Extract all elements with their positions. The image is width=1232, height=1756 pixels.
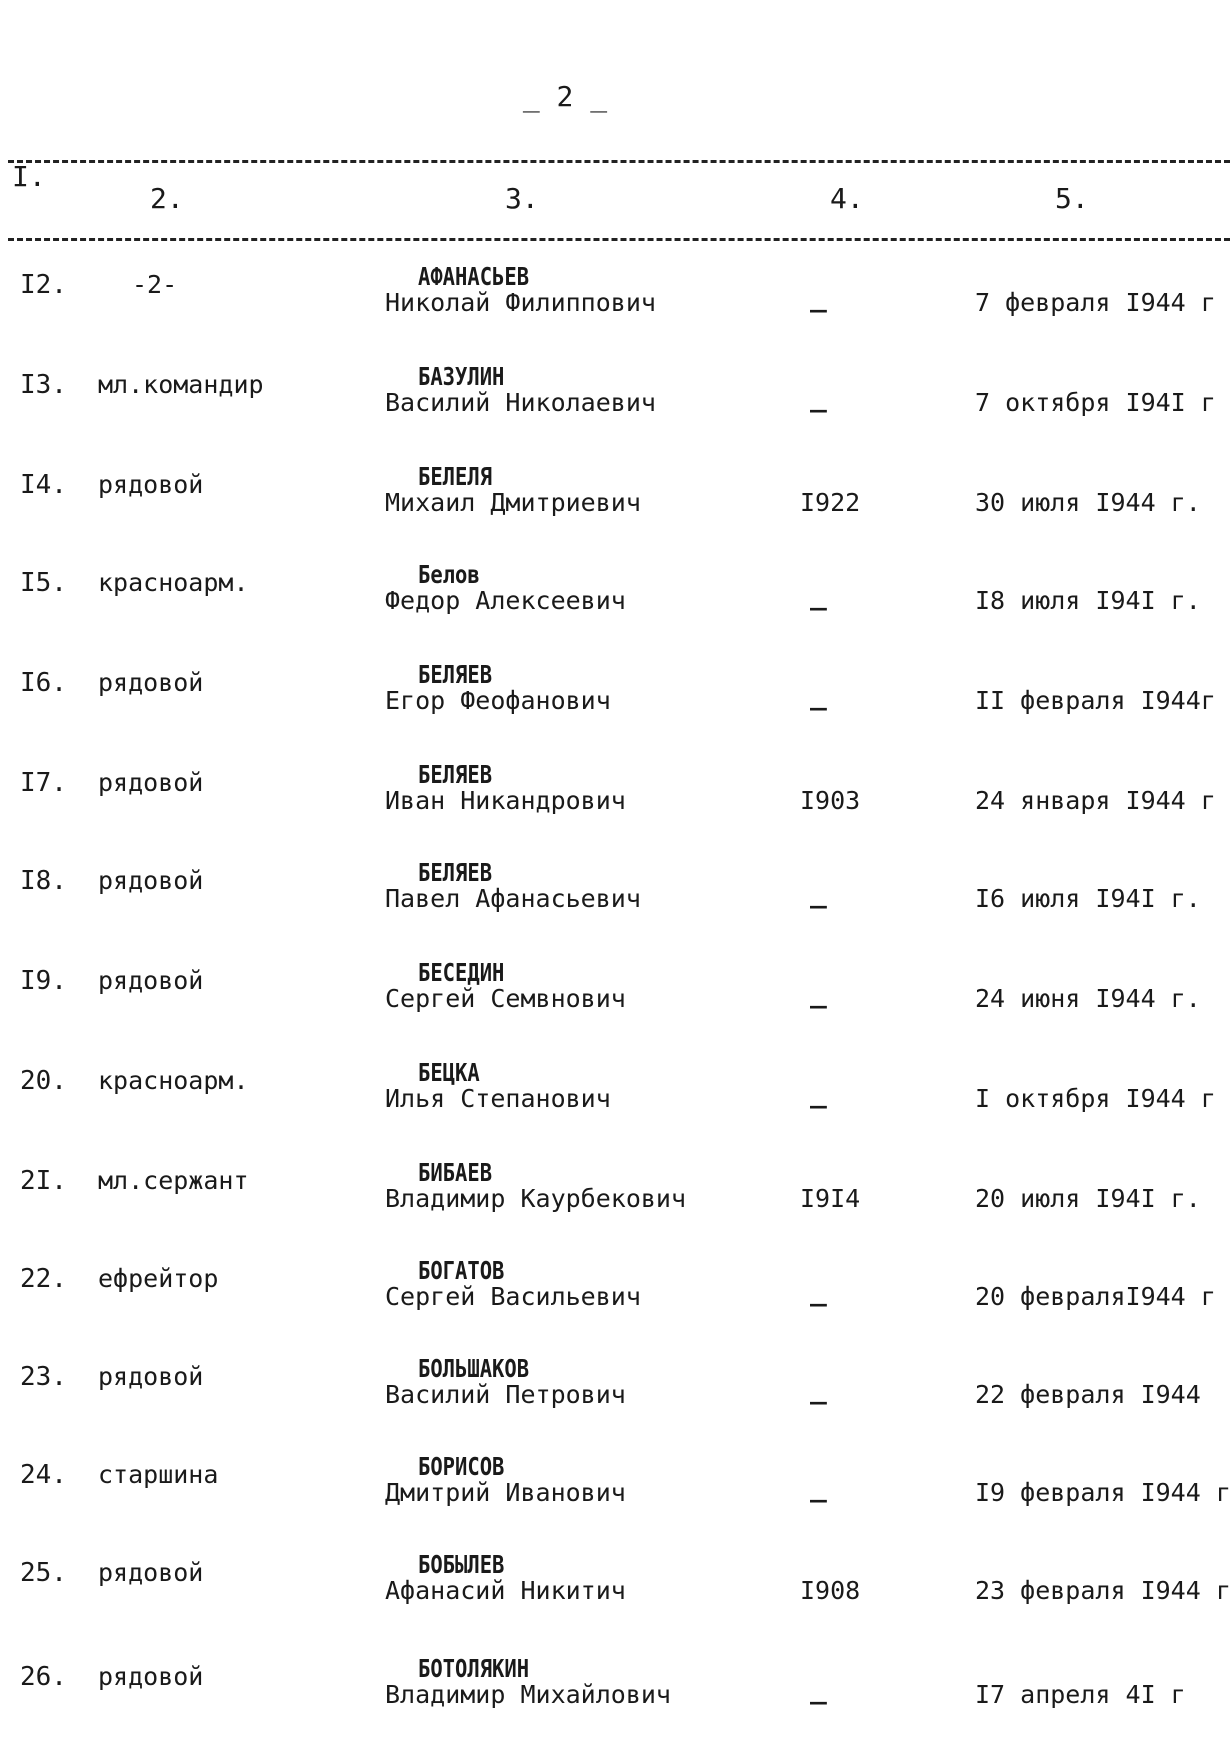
row-number: I3. bbox=[20, 370, 67, 400]
row-surname: БЕЛЯЕВ bbox=[418, 858, 493, 887]
row-date: 24 июня I944 г. bbox=[975, 984, 1201, 1013]
row-birth-year: _ bbox=[810, 876, 827, 909]
row-date: 20 июля I94I г. bbox=[975, 1184, 1201, 1213]
row-rank: рядовой bbox=[98, 668, 204, 697]
row-surname: БОРИСОВ bbox=[418, 1452, 505, 1481]
row-rank: рядовой bbox=[98, 470, 204, 499]
row-number: 20. bbox=[20, 1066, 67, 1096]
row-birth-year: I9I4 bbox=[800, 1184, 861, 1213]
table-row bbox=[0, 560, 1232, 650]
row-birth-year: _ bbox=[810, 380, 827, 413]
row-rank: рядовой bbox=[98, 1362, 204, 1391]
row-given-name: Владимир Каурбекович bbox=[385, 1184, 687, 1213]
row-surname: БОБЫЛЕВ bbox=[418, 1550, 505, 1579]
row-rank: мл.командир bbox=[98, 370, 264, 399]
table-row bbox=[0, 1654, 1232, 1744]
table-row bbox=[0, 1058, 1232, 1148]
header-col-1: I. bbox=[12, 160, 46, 193]
row-given-name: Василий Николаевич bbox=[385, 388, 656, 417]
row-given-name: Владимир Михайлович bbox=[385, 1680, 671, 1709]
row-number: 26. bbox=[20, 1662, 67, 1692]
row-surname: БИБАЕВ bbox=[418, 1158, 493, 1187]
table-row bbox=[0, 362, 1232, 452]
row-date: 23 февраля I944 г bbox=[975, 1576, 1231, 1605]
page-number: _ 2 _ bbox=[522, 80, 608, 113]
row-birth-year: _ bbox=[810, 578, 827, 611]
header-col-3: 3. bbox=[505, 182, 539, 215]
row-birth-year: I922 bbox=[800, 488, 861, 517]
row-number: 25. bbox=[20, 1558, 67, 1588]
row-given-name: Сергей Васильевич bbox=[385, 1282, 641, 1311]
table-row bbox=[0, 958, 1232, 1048]
row-date: 24 января I944 г bbox=[975, 786, 1216, 815]
row-rank: рядовой bbox=[98, 966, 204, 995]
row-number: I8. bbox=[20, 866, 67, 896]
table-row bbox=[0, 1452, 1232, 1542]
row-number: I2. bbox=[20, 270, 67, 300]
row-date: I8 июля I94I г. bbox=[975, 586, 1201, 615]
row-rank: старшина bbox=[98, 1460, 219, 1489]
row-surname: БОТОЛЯКИН bbox=[418, 1654, 530, 1683]
row-surname: БЕСЕДИН bbox=[418, 958, 505, 987]
row-date: 22 февраля I944 bbox=[975, 1380, 1201, 1409]
table-row bbox=[0, 262, 1232, 352]
row-surname: БЕЦКА bbox=[418, 1058, 480, 1087]
row-date: 7 октября I94I г bbox=[975, 388, 1216, 417]
row-birth-year: _ bbox=[810, 1274, 827, 1307]
row-given-name: Николай Филиппович bbox=[385, 288, 656, 317]
table-row bbox=[0, 462, 1232, 552]
header-bottom-rule bbox=[8, 238, 1230, 241]
header-col-2: 2. bbox=[150, 182, 184, 215]
row-surname: АФАНАСЬЕВ bbox=[418, 262, 530, 291]
row-birth-year: I908 bbox=[800, 1576, 861, 1605]
row-rank: рядовой bbox=[98, 768, 204, 797]
row-birth-year: _ bbox=[810, 1672, 827, 1705]
table-row bbox=[0, 1354, 1232, 1444]
row-rank: ефрейтор bbox=[98, 1264, 219, 1293]
row-birth-year: _ bbox=[810, 280, 827, 313]
row-date: 30 июля I944 г. bbox=[975, 488, 1201, 517]
row-rank: рядовой bbox=[98, 1662, 204, 1691]
row-given-name: Дмитрий Иванович bbox=[385, 1478, 626, 1507]
row-given-name: Егор Феофанович bbox=[385, 686, 611, 715]
row-number: 22. bbox=[20, 1264, 67, 1294]
row-date: I октября I944 г bbox=[975, 1084, 1216, 1113]
row-rank: мл.сержант bbox=[98, 1166, 249, 1195]
row-birth-year: _ bbox=[810, 1372, 827, 1405]
row-surname: БЕЛЕЛЯ bbox=[418, 462, 493, 491]
row-rank: -2- bbox=[132, 270, 178, 299]
row-surname: БЕЛЯЕВ bbox=[418, 760, 493, 789]
table-row bbox=[0, 1158, 1232, 1248]
row-number: I7. bbox=[20, 768, 67, 798]
header-col-4: 4. bbox=[830, 182, 864, 215]
row-birth-year: _ bbox=[810, 976, 827, 1009]
table-row bbox=[0, 1256, 1232, 1346]
row-date: I7 апреля 4I г bbox=[975, 1680, 1186, 1709]
row-number: 23. bbox=[20, 1362, 67, 1392]
table-row bbox=[0, 1550, 1232, 1640]
row-date: I6 июля I94I г. bbox=[975, 884, 1201, 913]
row-rank: рядовой bbox=[98, 866, 204, 895]
row-given-name: Михаил Дмитриевич bbox=[385, 488, 641, 517]
row-date: 7 февраля I944 г bbox=[975, 288, 1216, 317]
row-surname: БЕЛЯЕВ bbox=[418, 660, 493, 689]
row-surname: БОГАТОВ bbox=[418, 1256, 505, 1285]
row-surname: БОЛЬШАКОВ bbox=[418, 1354, 530, 1383]
row-number: I4. bbox=[20, 470, 67, 500]
row-given-name: Федор Алексеевич bbox=[385, 586, 626, 615]
row-given-name: Илья Степанович bbox=[385, 1084, 611, 1113]
row-birth-year: _ bbox=[810, 1470, 827, 1503]
row-birth-year: _ bbox=[810, 678, 827, 711]
row-number: 24. bbox=[20, 1460, 67, 1490]
row-given-name: Афанасий Никитич bbox=[385, 1576, 626, 1605]
table-row bbox=[0, 660, 1232, 750]
row-birth-year: I903 bbox=[800, 786, 861, 815]
row-rank: рядовой bbox=[98, 1558, 204, 1587]
row-given-name: Павел Афанасьевич bbox=[385, 884, 641, 913]
row-number: I5. bbox=[20, 568, 67, 598]
row-rank: красноарм. bbox=[98, 1066, 249, 1095]
row-surname: БАЗУЛИН bbox=[418, 362, 505, 391]
row-given-name: Сергей Семвнович bbox=[385, 984, 626, 1013]
header-col-5: 5. bbox=[1055, 182, 1089, 215]
row-number: I9. bbox=[20, 966, 67, 996]
row-given-name: Иван Никандрович bbox=[385, 786, 626, 815]
row-date: II февраля I944г bbox=[975, 686, 1216, 715]
row-date: 20 февраляI944 г bbox=[975, 1282, 1216, 1311]
row-number: 2I. bbox=[20, 1166, 67, 1196]
row-number: I6. bbox=[20, 668, 67, 698]
row-given-name: Василий Петрович bbox=[385, 1380, 626, 1409]
header-top-rule bbox=[8, 160, 1230, 163]
table-row bbox=[0, 760, 1232, 850]
row-rank: красноарм. bbox=[98, 568, 249, 597]
row-surname: Белов bbox=[418, 560, 480, 589]
row-date: I9 февраля I944 г bbox=[975, 1478, 1231, 1507]
row-birth-year: _ bbox=[810, 1076, 827, 1109]
table-row bbox=[0, 858, 1232, 948]
